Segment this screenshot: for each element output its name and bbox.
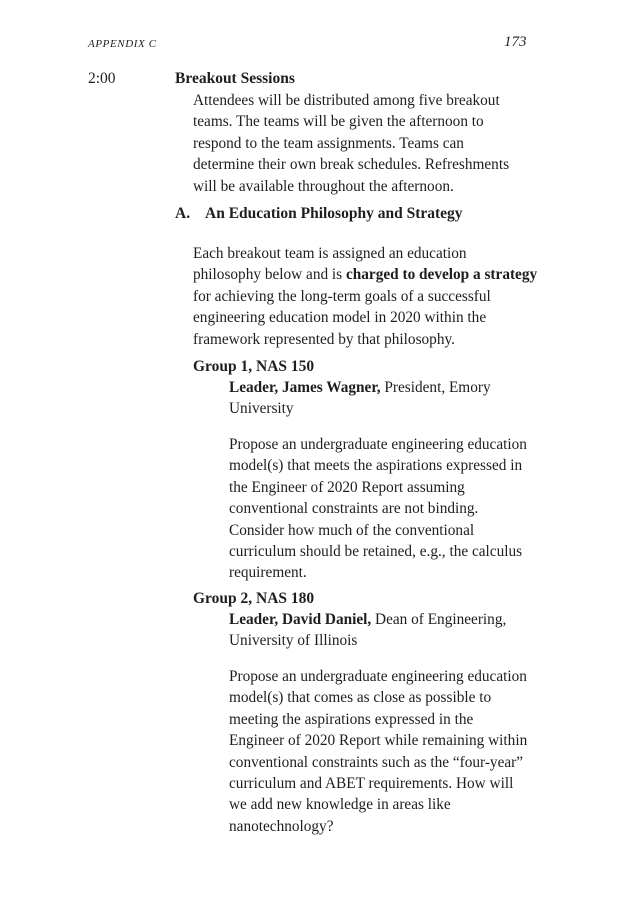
section-intro-emphasis: charged to develop a strategy <box>345 266 538 284</box>
section-intro <box>193 243 538 350</box>
section-heading <box>175 205 463 223</box>
group-1-title: Group 1, NAS 150 <box>193 358 315 375</box>
group-2-leader-name: Leader, David Daniel, <box>229 611 372 628</box>
session-title: Breakout Sessions <box>175 70 295 87</box>
section-letter: A. <box>175 205 191 222</box>
section-title: An Education Philosophy and Strategy <box>205 205 463 222</box>
group-2-task: Propose an undergraduate engineering education model(s) that comes as close as possible to meeting the aspirations expressed in the Engineer of 2020 Report while remaining within conventional constraints such as the “four-year” curriculum and ABET requirements. How will we add new knowledge in areas like nanotechnology? <box>229 668 528 835</box>
group-2-title: Group 2, NAS 180 <box>193 590 315 607</box>
group-1-leader-role: President, Emory University <box>229 379 491 418</box>
group-2-leader-role: Dean of Engineering, University of Illinois <box>229 611 507 650</box>
group-1-leader <box>229 377 519 420</box>
section-intro-before: Each breakout team is assigned an education philosophy below and is <box>193 245 467 284</box>
group-2-leader <box>229 609 529 652</box>
group-1-leader-name: Leader, James Wagner, <box>229 379 381 396</box>
session-description: Attendees will be distributed among five breakout teams. The teams will be given the afternoon to respond to the team assignments. Teams can determine their own break schedules. Refreshments will be available throughout the afternoon. <box>193 92 510 195</box>
running-head: APPENDIX C <box>88 38 157 50</box>
session-time: 2:00 <box>88 70 116 87</box>
section-intro-after: for achieving the long-term goals of a successful engineering education model in 2020 within the framework represented by that philosophy. <box>193 287 491 348</box>
group-1-task: Propose an undergraduate engineering education model(s) that meets the aspirations expressed in the Engineer of 2020 Report assuming conventional constraints are not binding. Consider how much of the conventional curriculum should be retained, e.g., the calculus requirement. <box>229 436 527 582</box>
page-number: 173 <box>504 34 527 50</box>
